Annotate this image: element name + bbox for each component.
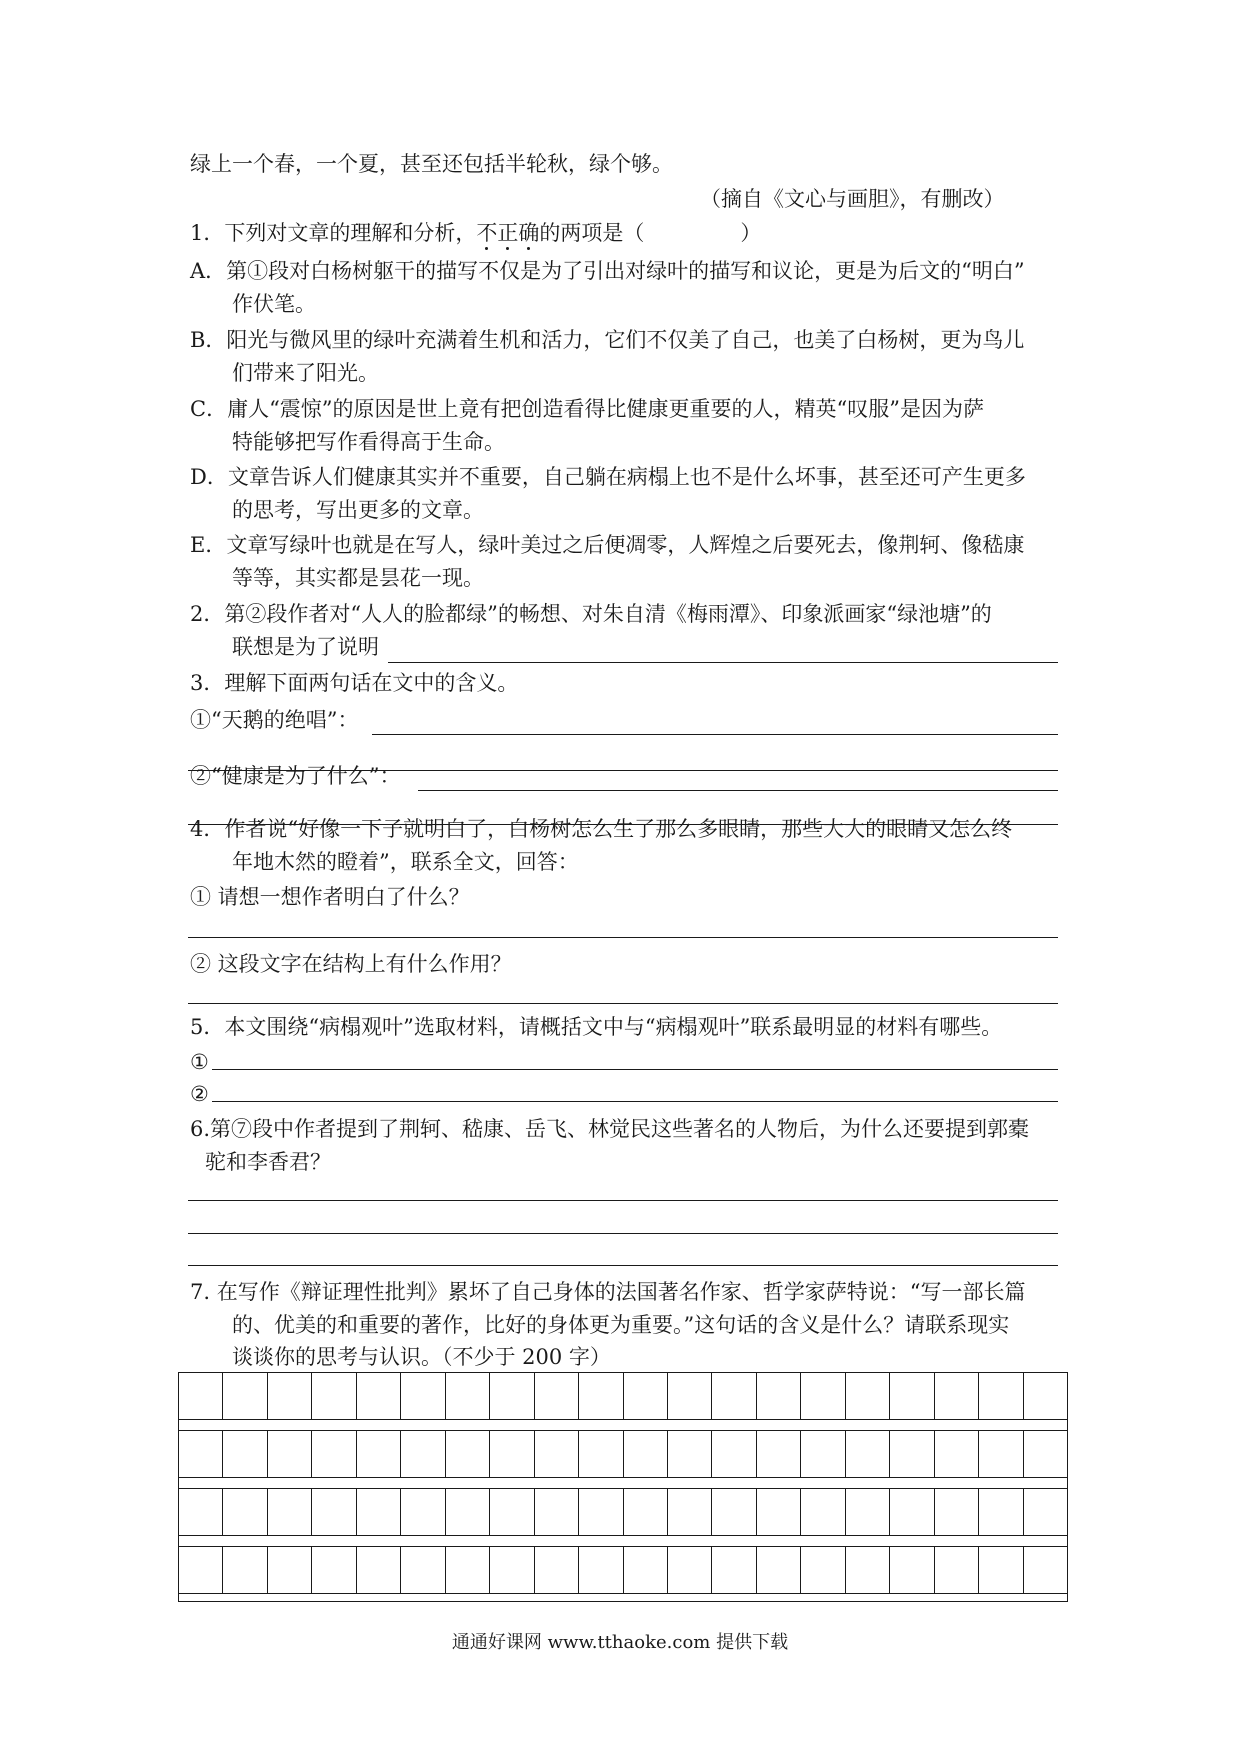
grid-cell[interactable] bbox=[312, 1373, 356, 1419]
grid-cell[interactable] bbox=[179, 1547, 223, 1593]
q3-item1-label: ①“天鹅的绝唱”： bbox=[190, 708, 359, 732]
grid-cell[interactable] bbox=[223, 1547, 267, 1593]
q6-answer-line-3[interactable] bbox=[188, 1265, 1058, 1266]
grid-cell[interactable] bbox=[846, 1431, 890, 1477]
grid-cell[interactable] bbox=[446, 1373, 490, 1419]
writing-grid[interactable] bbox=[178, 1372, 1068, 1602]
grid-cell[interactable] bbox=[535, 1373, 579, 1419]
grid-cell[interactable] bbox=[579, 1373, 623, 1419]
grid-cell[interactable] bbox=[1024, 1373, 1067, 1419]
grid-cell[interactable] bbox=[1024, 1547, 1067, 1593]
grid-cell[interactable] bbox=[846, 1373, 890, 1419]
grid-cell[interactable] bbox=[535, 1431, 579, 1477]
grid-cell[interactable] bbox=[312, 1431, 356, 1477]
grid-cell[interactable] bbox=[624, 1547, 668, 1593]
q5-mark1: ① bbox=[190, 1050, 209, 1074]
grid-cell[interactable] bbox=[712, 1547, 756, 1593]
grid-cell[interactable] bbox=[268, 1547, 312, 1593]
grid-cell[interactable] bbox=[668, 1431, 712, 1477]
grid-cell[interactable] bbox=[935, 1547, 979, 1593]
grid-cell[interactable] bbox=[490, 1431, 534, 1477]
q1-option-d-cont: 的思考，写出更多的文章。 bbox=[232, 498, 484, 522]
q7-stem-cont-1: 的、优美的和重要的著作，比好的身体更为重要。”这句话的含义是什么？请联系现实 bbox=[232, 1313, 1010, 1337]
grid-cell[interactable] bbox=[757, 1431, 801, 1477]
q1-option-e: E．文章写绿叶也就是在写人，绿叶美过之后便凋零，人辉煌之后要死去，像荆轲、像嵇康 bbox=[190, 533, 1025, 557]
grid-cell[interactable] bbox=[401, 1489, 445, 1535]
q6-answer-line-1[interactable] bbox=[188, 1200, 1058, 1201]
grid-cell[interactable] bbox=[579, 1431, 623, 1477]
grid-cell[interactable] bbox=[979, 1547, 1023, 1593]
q4-sub2: ② 这段文字在结构上有什么作用？ bbox=[190, 952, 512, 976]
grid-cell[interactable] bbox=[223, 1489, 267, 1535]
grid-cell[interactable] bbox=[401, 1547, 445, 1593]
grid-cell[interactable] bbox=[312, 1547, 356, 1593]
grid-cell[interactable] bbox=[446, 1489, 490, 1535]
source-note: （摘自《文心与画胆》，有删改） bbox=[700, 187, 1005, 211]
grid-cell[interactable] bbox=[401, 1373, 445, 1419]
q1-option-a: A．第①段对白杨树躯干的描写不仅是为了引出对绿叶的描写和议论，更是为后文的“明白” bbox=[190, 259, 1025, 283]
grid-cell[interactable] bbox=[846, 1547, 890, 1593]
q1-stem: 1．下列对文章的理解和分析，不正确的两项是（ ） bbox=[190, 221, 762, 245]
grid-cell[interactable] bbox=[357, 1547, 401, 1593]
q1-option-b: B．阳光与微风里的绿叶充满着生机和活力，它们不仅美了自己，也美了白杨树，更为鸟儿 bbox=[190, 328, 1025, 352]
grid-cell[interactable] bbox=[935, 1431, 979, 1477]
q4-sub2-answer-line[interactable] bbox=[188, 1003, 1058, 1004]
q3-item2-label: ②“健康是为了什么”： bbox=[190, 764, 401, 788]
grid-cell[interactable] bbox=[890, 1547, 934, 1593]
q4-stem-cont: 年地木然的瞪着”，联系全文，回答： bbox=[232, 850, 579, 874]
q1-option-d: D．文章告诉人们健康其实并不重要，自己躺在病榻上也不是什么坏事，甚至还可产生更多 bbox=[190, 465, 1026, 489]
grid-cell[interactable] bbox=[223, 1373, 267, 1419]
grid-cell[interactable] bbox=[535, 1547, 579, 1593]
grid-cell[interactable] bbox=[712, 1489, 756, 1535]
grid-cell[interactable] bbox=[935, 1489, 979, 1535]
grid-cell[interactable] bbox=[401, 1431, 445, 1477]
grid-cell[interactable] bbox=[757, 1373, 801, 1419]
grid-row bbox=[179, 1372, 1067, 1420]
grid-cell[interactable] bbox=[268, 1431, 312, 1477]
grid-cell[interactable] bbox=[624, 1489, 668, 1535]
grid-cell[interactable] bbox=[268, 1373, 312, 1419]
q2-answer-line[interactable] bbox=[388, 662, 1058, 663]
q5-answer-line-1[interactable] bbox=[212, 1069, 1058, 1070]
grid-cell[interactable] bbox=[846, 1489, 890, 1535]
grid-cell[interactable] bbox=[579, 1547, 623, 1593]
q3-item2-answer-line[interactable] bbox=[418, 790, 1058, 791]
q4-sub1: ① 请想一想作者明白了什么？ bbox=[190, 885, 470, 909]
grid-cell[interactable] bbox=[668, 1373, 712, 1419]
grid-cell[interactable] bbox=[935, 1373, 979, 1419]
grid-cell[interactable] bbox=[712, 1373, 756, 1419]
grid-cell[interactable] bbox=[801, 1373, 845, 1419]
grid-cell[interactable] bbox=[668, 1489, 712, 1535]
grid-cell[interactable] bbox=[1024, 1489, 1067, 1535]
grid-cell[interactable] bbox=[179, 1373, 223, 1419]
grid-cell[interactable] bbox=[312, 1489, 356, 1535]
passage-continuation: 绿上一个春，一个夏，甚至还包括半轮秋，绿个够。 bbox=[190, 152, 673, 176]
grid-cell[interactable] bbox=[357, 1489, 401, 1535]
grid-cell[interactable] bbox=[890, 1431, 934, 1477]
q2-stem: 2．第②段作者对“人人的脸都绿”的畅想、对朱自清《梅雨潭》、印象派画家“绿池塘”的 bbox=[190, 602, 992, 626]
grid-cell[interactable] bbox=[357, 1373, 401, 1419]
grid-cell[interactable] bbox=[490, 1547, 534, 1593]
grid-cell[interactable] bbox=[890, 1489, 934, 1535]
q7-stem-cont-2: 谈谈你的思考与认识。（不少于 200 字） bbox=[232, 1345, 611, 1369]
footer-credit: 通通好课网 www.tthaoke.com 提供下载 bbox=[451, 1632, 789, 1653]
q4-sub1-answer-line[interactable] bbox=[188, 937, 1058, 938]
q3-stem: 3．理解下面两句话在文中的含义。 bbox=[190, 671, 519, 695]
grid-cell[interactable] bbox=[446, 1431, 490, 1477]
grid-row bbox=[179, 1546, 1067, 1594]
q6-stem: 6.第⑦段中作者提到了荆轲、嵇康、岳飞、林觉民这些著名的人物后，为什么还要提到郭橐 bbox=[190, 1117, 1030, 1141]
grid-cell[interactable] bbox=[579, 1489, 623, 1535]
grid-cell[interactable] bbox=[979, 1431, 1023, 1477]
q2-stem-cont: 联想是为了说明 bbox=[232, 635, 379, 659]
q5-mark2: ② bbox=[190, 1082, 209, 1106]
grid-cell[interactable] bbox=[668, 1547, 712, 1593]
grid-row bbox=[179, 1488, 1067, 1536]
grid-cell[interactable] bbox=[1024, 1431, 1067, 1477]
grid-cell[interactable] bbox=[179, 1489, 223, 1535]
grid-cell[interactable] bbox=[801, 1489, 845, 1535]
q4-stem: 4．作者说“好像一下子就明白了，白杨树怎么生了那么多眼睛，那些大大的眼睛又怎么终 bbox=[190, 817, 1013, 841]
grid-cell[interactable] bbox=[624, 1431, 668, 1477]
grid-cell[interactable] bbox=[801, 1547, 845, 1593]
grid-cell[interactable] bbox=[979, 1489, 1023, 1535]
grid-cell[interactable] bbox=[624, 1373, 668, 1419]
q6-stem-cont: 驼和李香君？ bbox=[205, 1150, 331, 1174]
grid-cell[interactable] bbox=[712, 1431, 756, 1477]
grid-cell[interactable] bbox=[757, 1547, 801, 1593]
grid-cell[interactable] bbox=[757, 1489, 801, 1535]
grid-cell[interactable] bbox=[979, 1373, 1023, 1419]
q6-answer-line-2[interactable] bbox=[188, 1233, 1058, 1234]
q7-stem: 7. 在写作《辩证理性批判》累坏了自己身体的法国著名作家、哲学家萨特说：“写一部长篇 bbox=[190, 1280, 1026, 1304]
q5-answer-line-2[interactable] bbox=[212, 1101, 1058, 1102]
q1-option-c: C．庸人“震惊”的原因是世上竟有把创造看得比健康更重要的人，精英“叹服”是因为萨 bbox=[190, 397, 985, 421]
grid-cell[interactable] bbox=[446, 1547, 490, 1593]
grid-cell[interactable] bbox=[357, 1431, 401, 1477]
q3-item1-answer-line[interactable] bbox=[372, 734, 1058, 735]
grid-cell[interactable] bbox=[179, 1431, 223, 1477]
grid-cell[interactable] bbox=[535, 1489, 579, 1535]
grid-cell[interactable] bbox=[268, 1489, 312, 1535]
grid-row bbox=[179, 1430, 1067, 1478]
q1-option-c-cont: 特能够把写作看得高于生命。 bbox=[232, 430, 505, 454]
q1-option-b-cont: 们带来了阳光。 bbox=[232, 361, 379, 385]
grid-cell[interactable] bbox=[490, 1489, 534, 1535]
grid-cell[interactable] bbox=[890, 1373, 934, 1419]
grid-cell[interactable] bbox=[490, 1373, 534, 1419]
grid-cell[interactable] bbox=[801, 1431, 845, 1477]
q5-stem: 5．本文围绕“病榻观叶”选取材料，请概括文中与“病榻观叶”联系最明显的材料有哪些。 bbox=[190, 1015, 1003, 1039]
q1-option-e-cont: 等等，其实都是昙花一现。 bbox=[232, 566, 484, 590]
grid-cell[interactable] bbox=[223, 1431, 267, 1477]
q1-option-a-cont: 作伏笔。 bbox=[232, 292, 316, 316]
